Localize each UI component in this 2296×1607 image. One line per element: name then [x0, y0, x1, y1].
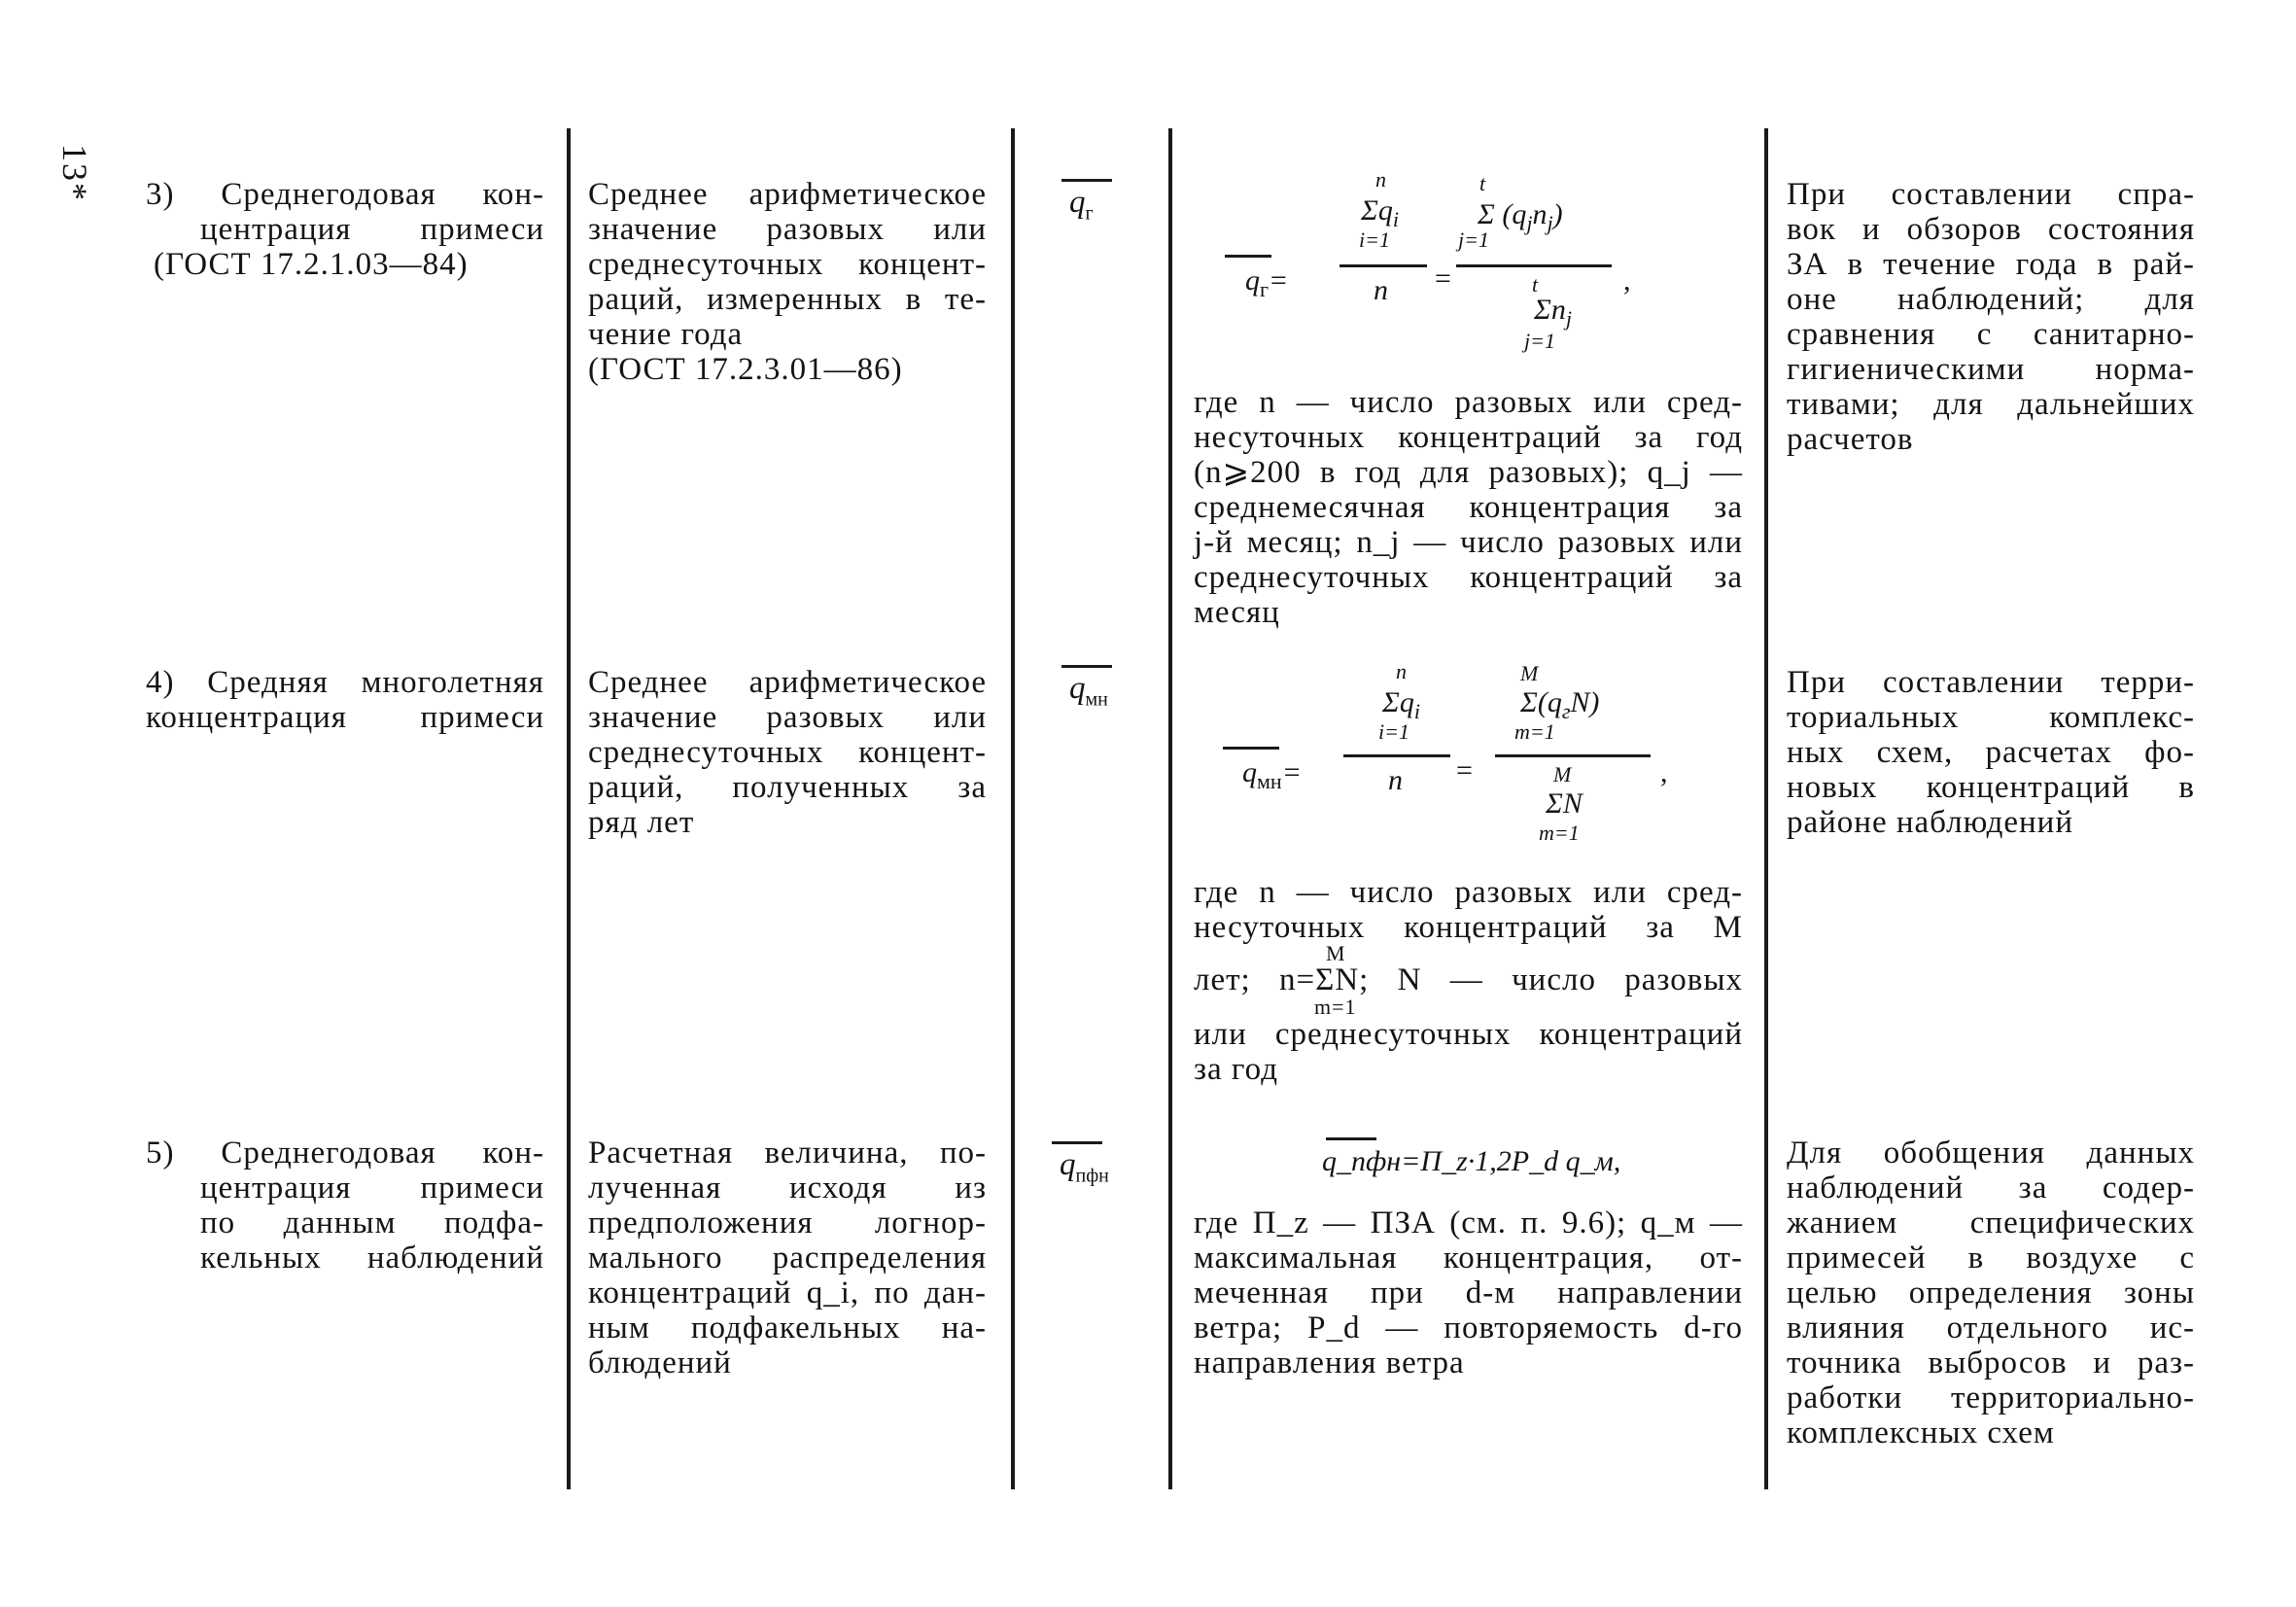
row-3-definition	[588, 177, 987, 387]
row-3-explanation-line: где n — число разовых или сред-	[1194, 385, 1743, 420]
row-3-name	[146, 177, 544, 282]
row-5-purpose-line: целью определения зоны	[1787, 1275, 2195, 1310]
row-3-definition-line: (ГОСТ 17.2.3.01—86)	[588, 352, 903, 387]
row-5-definition-line: мального распределения	[588, 1240, 987, 1275]
row-3-explanation-line: среднесуточных концентраций за	[1194, 560, 1743, 595]
row-5-symbol: $q_{пфн}$	[1060, 1147, 1109, 1188]
row-3-definition-line: среднесуточных концент-	[588, 247, 987, 282]
row-5-definition-line: блюдений	[588, 1345, 732, 1380]
row-5-purpose-line: Для обобщения данных	[1787, 1135, 2195, 1170]
row-3-explanation-line: месяц	[1194, 595, 1280, 630]
row-3-definition-line: раций, измеренных в те-	[588, 282, 987, 317]
row-5-explanation-line: меченная при d-м направлении	[1194, 1275, 1743, 1310]
row-4-purpose-line: ных схем, расчетах фо-	[1787, 735, 2195, 770]
row-3-explanation-line: несуточных концентраций за год	[1194, 420, 1743, 455]
row-5-purpose	[1787, 1135, 2195, 1450]
row-4-explanation-line: или среднесуточных концентраций	[1194, 1017, 1743, 1052]
row-3-explanation-line: среднемесячная концентрация за	[1194, 490, 1743, 525]
row-5-name-line: по данным подфа-	[200, 1205, 544, 1240]
row-3-purpose-line: оне наблюдений; для	[1787, 282, 2195, 317]
row-5-definition-line: ным подфакельных на-	[588, 1310, 987, 1345]
row-4-explanation-line: лет; n=ΣN; N — число разовых	[1194, 962, 1743, 997]
row-4-definition-line: среднесуточных концент-	[588, 735, 987, 770]
row-3-explanation	[1194, 385, 1743, 630]
row-5-definition-line: концентраций q_i, по дан-	[588, 1275, 987, 1310]
row-4-explanation-line: за год	[1194, 1052, 1278, 1087]
row-3-purpose-line: гигиеническими норма-	[1787, 352, 2195, 387]
row-3-definition-line: чение года	[588, 317, 744, 352]
row-5-purpose-line: работки территориально-	[1787, 1380, 2195, 1415]
row-5-purpose-line: примесей в воздухе с	[1787, 1240, 2195, 1275]
row-3-purpose-line: расчетов	[1787, 422, 1914, 457]
row-5-purpose-line: комплексных схем	[1787, 1415, 2055, 1450]
row-4-purpose-line: районе наблюдений	[1787, 805, 2074, 840]
row-4-explanation-line: где n — число разовых или сред-	[1194, 875, 1743, 910]
row-5-explanation	[1194, 1205, 1743, 1380]
row-4-explanation-line: m=1	[1314, 995, 1357, 1019]
row-5-name	[146, 1135, 544, 1275]
row-4-purpose	[1787, 665, 2195, 840]
row-3-name-line: (ГОСТ 17.2.1.03—84)	[154, 247, 469, 282]
row-4-definition-line: ряд лет	[588, 805, 695, 840]
row-5-purpose-line: жанием специфических	[1787, 1205, 2195, 1240]
row-5-definition-line: предположения логнор-	[588, 1205, 987, 1240]
row-4-purpose-line: При составлении терри-	[1787, 665, 2195, 700]
row-5-explanation-line: максимальная концентрация, от-	[1194, 1240, 1743, 1275]
row-3-purpose-line: сравнения с санитарно-	[1787, 317, 2195, 352]
row-5-name-line: кельных наблюдений	[200, 1240, 544, 1275]
row-3-symbol: $q_г$	[1069, 185, 1094, 226]
row-5-definition-line: Расчетная величина, по-	[588, 1135, 987, 1170]
row-4-explanation	[1194, 875, 1743, 1087]
row-5-purpose-line: наблюдений за содер-	[1787, 1170, 2195, 1205]
row-3-purpose-line: тивами; для дальнейших	[1787, 387, 2195, 422]
row-3-purpose-line: При составлении спра-	[1787, 177, 2195, 212]
column-divider-2	[1011, 128, 1015, 1489]
row-3-purpose-line: ЗА в течение года в рай-	[1787, 247, 2195, 282]
row-5-formula: q_пфн=П_z·1,2P_d q_м,	[1322, 1135, 1730, 1182]
row-3-definition-line: Среднее арифметическое	[588, 177, 987, 212]
column-divider-3	[1168, 128, 1172, 1489]
row-3-name-line: центрация примеси	[200, 212, 544, 247]
row-3-name-line: 3) Среднегодовая кон-	[146, 177, 544, 212]
row-5-explanation-line: ветра; P_d — повторяемость d-го	[1194, 1310, 1743, 1345]
row-4-explanation-line: несуточных концентраций за M	[1194, 910, 1743, 945]
row-5-purpose-line: точника выбросов и раз-	[1787, 1345, 2195, 1380]
row-5-definition	[588, 1135, 987, 1380]
column-divider-1	[567, 128, 571, 1489]
row-5-explanation-line: где П_z — ПЗА (см. п. 9.6); q_м —	[1194, 1205, 1743, 1240]
row-4-explanation-line: M	[1326, 941, 1346, 965]
row-3-explanation-line: (n⩾200 в год для разовых); q_j —	[1194, 455, 1743, 490]
row-5-purpose-line: влияния отдельного ис-	[1787, 1310, 2195, 1345]
row-3-definition-line: значение разовых или	[588, 212, 987, 247]
row-4-purpose-line: новых концентраций в	[1787, 770, 2195, 805]
page-number: 13*	[55, 144, 94, 202]
row-4-definition-line: раций, полученных за	[588, 770, 987, 805]
row-3-explanation-line: j-й месяц; n_j — число разовых или	[1194, 525, 1743, 560]
row-5-name-line: 5) Среднегодовая кон-	[146, 1135, 544, 1170]
row-4-definition-line: Среднее арифметическое	[588, 665, 987, 700]
row-4-name-line: концентрация примеси	[146, 700, 544, 735]
column-divider-4	[1764, 128, 1768, 1489]
row-5-definition-line: лученная исходя из	[588, 1170, 987, 1205]
row-4-symbol: $q_{мн}$	[1069, 671, 1108, 712]
row-5-explanation-line: направления ветра	[1194, 1345, 1465, 1380]
row-4-definition	[588, 665, 987, 840]
row-4-name-line: 4) Средняя многолетняя	[146, 665, 544, 700]
row-4-formula: $q_{мн}=$ n $\Sigma q_i$ i=1 n = M $\Sigma(q_гN)$ m=1 M ΣN m=1 ,	[1194, 657, 1748, 852]
row-3-purpose-line: вок и обзоров состояния	[1787, 212, 2195, 247]
row-5-name-line: центрация примеси	[200, 1170, 544, 1205]
row-4-purpose-line: ториальных комплекс-	[1787, 700, 2195, 735]
row-3-purpose	[1787, 177, 2195, 457]
row-4-definition-line: значение разовых или	[588, 700, 987, 735]
row-3-formula: $q_г=$ n $\Sigma q_i$ i=1 n = t Σ $(q_jn_j)$ j=1 t $\Sigma n_j$ j=1 ,	[1194, 165, 1748, 369]
row-4-name	[146, 665, 544, 735]
